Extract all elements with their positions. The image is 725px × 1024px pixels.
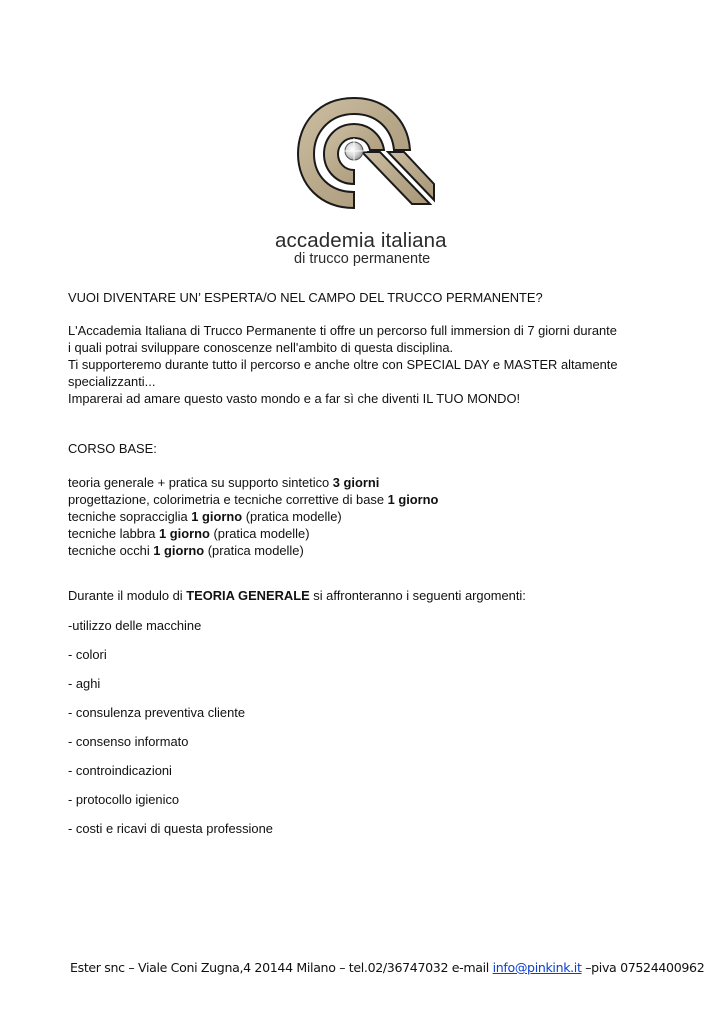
course-item-text: teoria generale + pratica su supporto sintetico — [68, 475, 330, 490]
intro-line: Ti supporteremo durante tutto il percorso e anche oltre con SPECIAL DAY e MASTER altamente — [68, 357, 618, 372]
course-item-duration: 1 giorno — [191, 509, 243, 524]
footer — [70, 960, 704, 975]
course-heading: CORSO BASE: — [68, 441, 157, 456]
course-item-text: tecniche sopracciglia — [68, 509, 188, 524]
theory-intro-before: Durante il modulo di — [68, 588, 183, 603]
course-item-note: (pratica modelle) — [213, 526, 310, 541]
footer-vat: –piva 07524400962 — [585, 960, 705, 975]
theory-topic: - consulenza preventiva cliente — [68, 705, 245, 720]
course-item-text: tecniche occhi — [68, 543, 150, 558]
theory-topic: - aghi — [68, 676, 101, 691]
theory-topic: - controindicazioni — [68, 763, 172, 778]
course-item-note: (pratica modelle) — [207, 543, 304, 558]
intro-line: i quali potrai sviluppare conoscenze nell'ambito di questa disciplina. — [68, 340, 454, 355]
course-item — [68, 509, 342, 525]
theory-topic: - protocollo igienico — [68, 792, 180, 807]
intro-line: specializzanti... — [68, 374, 156, 389]
footer-address: Ester snc – Viale Coni Zugna,4 20144 Milano – tel.02/36747032 e-mail — [70, 960, 489, 975]
course-item-duration: 1 giorno — [153, 543, 205, 558]
course-item-duration: 1 giorno — [387, 492, 439, 507]
theory-topic: -utilizzo delle macchine — [68, 618, 202, 633]
intro-line: L'Accademia Italiana di Trucco Permanente ti offre un percorso full immersion di 7 giorni durante — [68, 323, 617, 338]
academy-logo — [296, 96, 436, 210]
course-item-duration: 1 giorno — [159, 526, 210, 541]
course-item — [68, 543, 304, 559]
brand-name: accademia italiana — [275, 229, 447, 252]
theory-topic: - colori — [68, 647, 107, 662]
theory-intro-bold: TEORIA GENERALE — [186, 588, 310, 603]
course-item — [68, 492, 438, 508]
course-item-duration: 3 giorni — [332, 475, 380, 490]
footer-email-link[interactable]: info@pinkink.it — [492, 960, 582, 975]
theory-intro-after: si affronteranno i seguenti argomenti: — [313, 588, 526, 603]
course-item — [68, 475, 379, 491]
intro-heading: VUOI DIVENTARE UN’ ESPERTA/O NEL CAMPO DEL TRUCCO PERMANENTE? — [68, 290, 543, 305]
theory-intro — [68, 588, 526, 604]
theory-topic: - consenso informato — [68, 734, 189, 749]
theory-topic: - costi e ricavi di questa professione — [68, 821, 273, 836]
course-item — [68, 526, 309, 542]
intro-line: Imparerai ad amare questo vasto mondo e a far sì che diventi IL TUO MONDO! — [68, 391, 521, 406]
course-item-note: (pratica modelle) — [245, 509, 342, 524]
course-item-text: tecniche labbra — [68, 526, 156, 541]
brand-tagline: di trucco permanente — [294, 251, 431, 267]
course-item-text: progettazione, colorimetria e tecniche correttive di base — [68, 492, 384, 507]
